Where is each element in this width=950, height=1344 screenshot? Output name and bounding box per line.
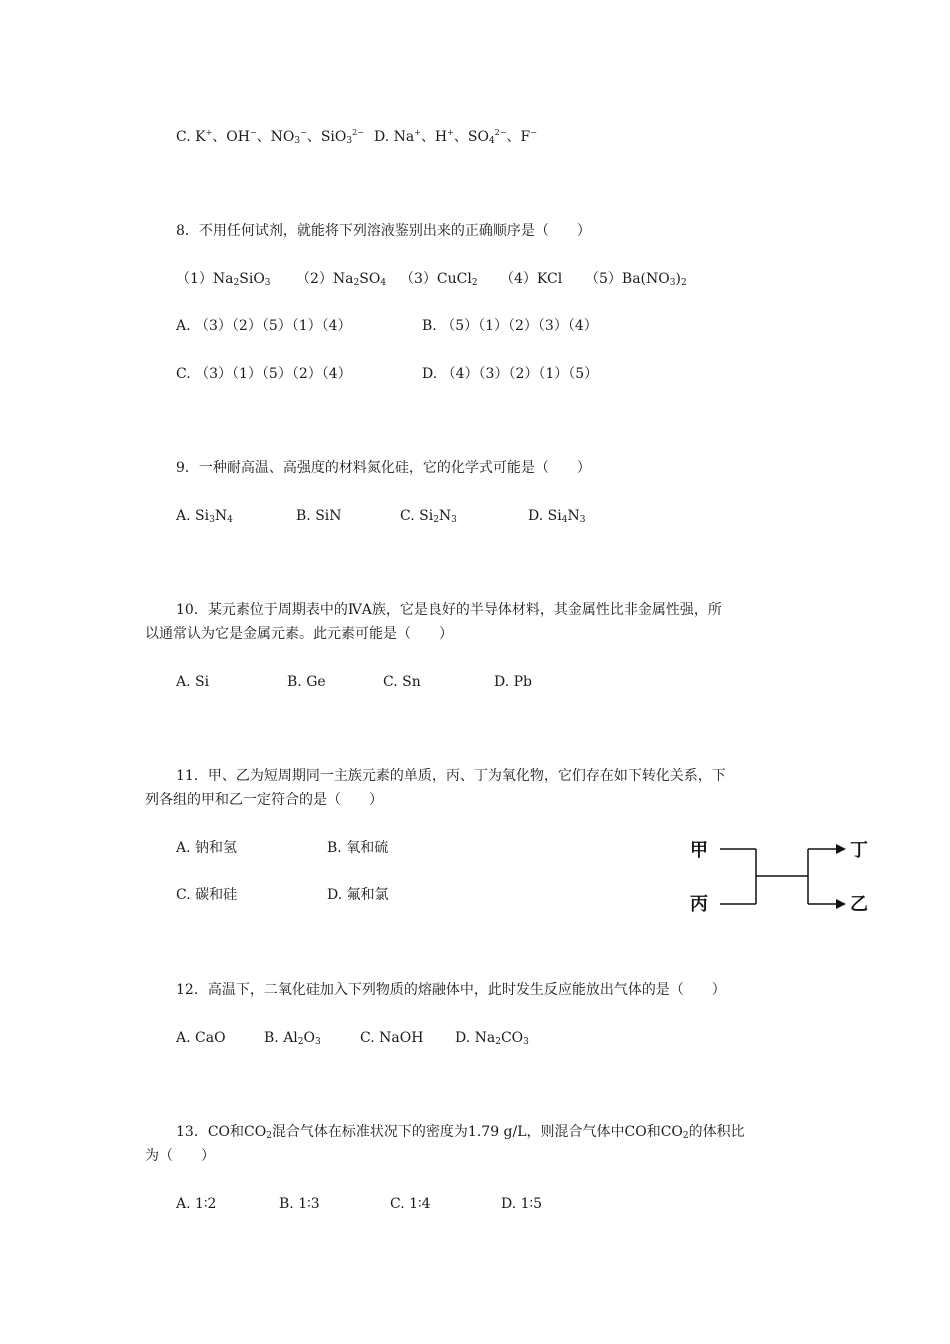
q8-item-1: $(1)Na_2SiO_3$	[176, 271, 271, 288]
q12-stem: 12．高温下，二氧化硅加入下列物质的熔融体中，此时发生反应能放出气体的是（ ）	[176, 982, 726, 998]
diagram-label-jia: 甲	[690, 840, 708, 861]
q8-item-5: $(5)Ba(NO_3)_2$	[585, 271, 687, 288]
q11-option-a: A. 钠和氢	[176, 840, 238, 856]
q11-option-c: C. 碳和硅	[176, 887, 238, 903]
diagram-connector-lines	[680, 830, 880, 920]
q12-option-b: B. $Al_2O_3$	[264, 1030, 321, 1047]
q9-stem: 9．一种耐高温、高强度的材料氮化硅，它的化学式可能是（ ）	[176, 460, 591, 476]
q8-stem: 8．不用任何试剂，就能将下列溶液鉴别出来的正确顺序是（ ）	[176, 223, 591, 239]
q11-stem-line-1: 11．甲、乙为短周期同一主族元素的单质，丙、丁为氧化物，它们存在如下转化关系，下	[176, 768, 726, 784]
q8-option-b: B. （5）（1）（2）（3）（4）	[422, 318, 598, 334]
q9-option-d: D. $Si_4N_3$	[528, 508, 586, 525]
q9-option-b: B. SiN	[296, 508, 342, 524]
diagram-label-ding: 丁	[850, 840, 868, 861]
q7-option-c: C. K+、OH−、$NO_3^-$、SiO$_3^{2-}$	[176, 128, 364, 146]
q8-option-a: A. （3）（2）（5）（1）（4）	[176, 318, 352, 334]
q11-option-b: B. 氧和硫	[327, 840, 389, 856]
arrow-to-ding-icon	[836, 844, 846, 854]
q10-option-b: B. Ge	[287, 674, 326, 690]
q13-option-b: B. 1∶3	[279, 1196, 320, 1212]
q11-conversion-diagram	[680, 830, 880, 920]
diagram-label-yi: 乙	[850, 894, 868, 915]
q8-option-d: D. （4）（3）（2）（1）（5）	[422, 366, 599, 382]
q8-item-3: （3）CuCl$_2$	[400, 271, 478, 288]
q13-option-d: D. 1∶5	[501, 1196, 543, 1212]
q8-option-c: C. （3）（1）（5）（2）（4）	[176, 366, 352, 382]
diagram-label-bing: 丙	[690, 894, 708, 915]
q12-option-a: A. CaO	[176, 1030, 226, 1046]
q10-stem-line-2: 以通常认为它是金属元素。此元素可能是（ ）	[145, 626, 453, 642]
q10-option-a: A. Si	[176, 674, 210, 690]
q8-item-4: （4）KCl	[500, 271, 563, 287]
q13-option-a: A. 1∶2	[176, 1196, 217, 1212]
q12-option-d: D. $Na_2CO_3$	[455, 1030, 529, 1047]
q10-option-c: C. Sn	[383, 674, 421, 690]
q13-option-c: C. 1∶4	[390, 1196, 431, 1212]
q13-stem-line-2: 为（ ）	[145, 1148, 215, 1164]
q13-stem-line-1: 13．CO和$CO_2$混合气体在标准状况下的密度为1.79 g/L，则混合气体中CO和$CO_2$的体积比	[176, 1124, 745, 1141]
q7-option-d: D. Na+、H+、$SO_4^{2-}$、F−	[374, 128, 537, 146]
q12-option-c: C. NaOH	[360, 1030, 424, 1046]
q10-option-d: D. Pb	[494, 674, 533, 690]
q11-stem-line-2: 列各组的甲和乙一定符合的是（ ）	[145, 792, 383, 808]
q9-option-c: C. $Si_2N_3$	[400, 508, 457, 525]
q9-option-a: A. $Si_3N_4$	[176, 508, 233, 525]
q11-option-d: D. 氟和氯	[327, 887, 389, 903]
arrow-to-yi-icon	[836, 899, 846, 909]
q8-item-2: $(2)Na_2SO_4$	[296, 271, 387, 288]
q10-stem-line-1: 10．某元素位于周期表中的ⅣA族，它是良好的半导体材料，其金属性比非金属性强，所	[176, 602, 722, 618]
